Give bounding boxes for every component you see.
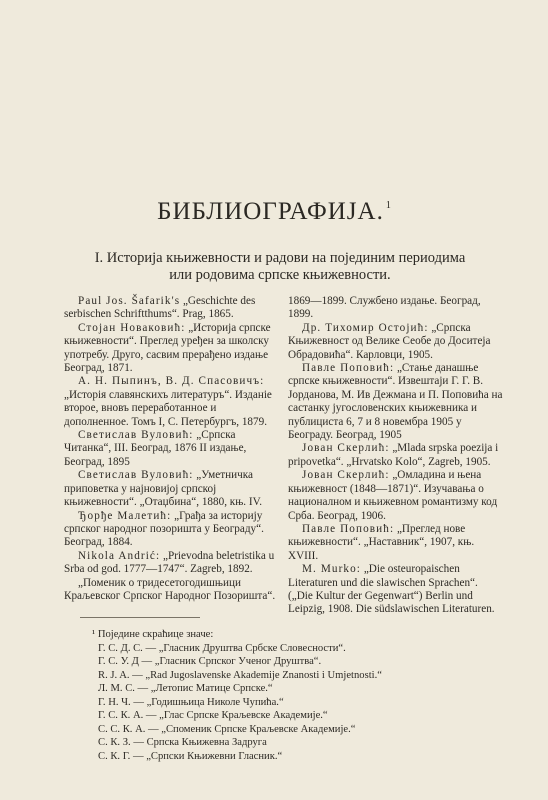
entry-text: „Стање данашње српске књижевности“. Извештаји Г. Г. В. Јорданова, М. Ив Дежмана и П. Поповића на састанку југословенских књижевника и публициста 6, 7 и 8 новембра 1905 у Београду. Београд, 1905 xyxy=(288,362,503,442)
footnote-item: R. J. A. — „Rad Jugoslavenske Akademije Znanosti i Umjetnosti.“ xyxy=(98,669,382,681)
entry-text: „Поменик о тридесетогодишњици Краљевског Српског Народног Позоришта“. xyxy=(64,576,276,602)
title-footnote-mark: 1 xyxy=(385,200,391,211)
entry-text: „Преглед нове књижевности“. „Наставник“, 1907, књ. XVIII. xyxy=(288,522,475,562)
bibliography-entry xyxy=(288,469,503,523)
entry-author: Светислав Вуловић: xyxy=(78,469,194,482)
bibliography-entry xyxy=(288,442,503,469)
footnote-item: С. К. Г. — „Српски Књижевни Гласник.“ xyxy=(98,750,283,762)
entry-author: Др. Тихомир Остојић: xyxy=(302,321,429,334)
bibliography-entry xyxy=(64,510,279,550)
entry-text: „Prievodna beletristika u Srba od god. 1777—1747“. Zagreb, 1892. xyxy=(64,549,275,576)
entry-author: Светислав Вуловић: xyxy=(78,429,194,442)
footnote-heading: ¹ Поједине скраћице значе: xyxy=(92,629,214,640)
entry-author: Јован Скерлић: xyxy=(302,469,390,482)
footnote-item: Г. С. У. Д — „Гласник Српског Ученог Друштва“. xyxy=(98,656,322,667)
title-text: БИБЛИОГРАФИЈА. xyxy=(157,198,384,225)
footnotes xyxy=(92,628,512,763)
footnote-item: Г. С. Д. С. — „Гласник Друштва Србске Словесности“. xyxy=(98,642,346,654)
footnote-item: Г. С. К. А. — „Глас Српске Краљевске Академије.“ xyxy=(98,710,328,721)
entry-text: „Geschichte des serbischen Schriftthums“. Prag, 1865. xyxy=(64,295,256,321)
footnote-list xyxy=(92,642,512,764)
footnote-item: С. К. З. — Српска Књижевна Задруга xyxy=(98,737,267,748)
section-heading-line-2: или родовима српске књижевности. xyxy=(169,267,391,283)
entry-author: Павле Поповић: xyxy=(302,362,395,375)
left-column xyxy=(64,295,279,603)
entry-text: 1869—1899. Службено издање. Београд, 1899. xyxy=(288,295,481,321)
entry-text: „Исторія славянскихъ литературъ“. Изданіе второе, вновъ переработанное и дополненное. Томъ I, С. Петербургъ, 1879. xyxy=(64,388,272,428)
entry-text: „Mlada srpska poezija i pripovetka“. „Hrvatsko Kolo“, Zagreb, 1905. xyxy=(288,442,499,468)
entry-author: Paul Jos. Šafarik's xyxy=(78,295,181,307)
entry-author: Стојан Новаковић: xyxy=(78,321,186,334)
entry-text: „Српска Читанка“, III. Београд, 1876 II издање, Београд, 1895 xyxy=(64,429,247,468)
bibliography-entry xyxy=(64,295,279,322)
entry-author: А. Н. Пыпинъ, В. Д. Спасовичъ: xyxy=(78,375,265,388)
entry-author: Ђорђе Малетић: xyxy=(78,509,172,522)
section-heading xyxy=(62,250,498,284)
bibliography-entry xyxy=(288,563,503,617)
section-heading-line-1: I. Историја књижевности и радови на појединим периодима xyxy=(94,250,466,266)
entry-text: „Историја српске књижевности“. Преглед уређен за школску употребу. Друго, сасвим прерађено издање Београд, 1871. xyxy=(64,321,271,375)
bibliography-entry xyxy=(288,295,503,322)
entry-text: „Грађа за историју српског народног позоришта у Београду“. Београд, 1884. xyxy=(64,509,264,549)
bibliography-entry xyxy=(64,322,279,376)
bibliography-entry xyxy=(288,362,503,442)
entry-text: „Омладина и њена књижевност (1848—1871)“. Изучавања о националном и књижевном романтизму код Срба. Београд, 1906. xyxy=(288,469,498,522)
bibliography-entry xyxy=(64,577,279,604)
bibliography-entry xyxy=(288,322,503,362)
footnote-item: Г. Н. Ч. — „Годишњица Николе Чупића.“ xyxy=(98,696,284,708)
entry-author: Павле Поповић: xyxy=(302,522,395,535)
footnote-item: Л. М. С. — „Летопис Матице Српске.“ xyxy=(98,683,273,694)
right-column xyxy=(288,295,503,617)
entry-text: „Српска Књижевност од Велике Сеобе до Доситеја Обрадовића“. Карловци, 1905. xyxy=(288,321,491,361)
bibliography-entry xyxy=(64,375,279,429)
bibliography-entry xyxy=(64,469,279,509)
footnote-rule xyxy=(80,617,200,618)
entry-author: M. Murko: xyxy=(302,563,362,576)
bibliography-entry xyxy=(288,523,503,563)
entry-text: „Уметничка приповетка у најновијој српској књижевности“. „Отаџбина“, 1880, књ. IV. xyxy=(64,469,263,509)
entry-author: Јован Скерлић: xyxy=(302,442,390,455)
footnote-item: С. С. К. А. — „Споменик Српске Краљевске Академије.“ xyxy=(98,723,356,735)
bibliography-entry xyxy=(64,550,279,577)
entry-text: „Die osteuropaischen Literaturen und die slawischen Sprachen“. („Die Kultur der Gegenwart“) Berlin und Leipzig, 1908. Die südslawischen Literaturen. xyxy=(288,563,495,616)
bibliography-entry xyxy=(64,429,279,469)
entry-author: Nikola Andrić: xyxy=(78,549,161,562)
page-title xyxy=(0,198,548,226)
